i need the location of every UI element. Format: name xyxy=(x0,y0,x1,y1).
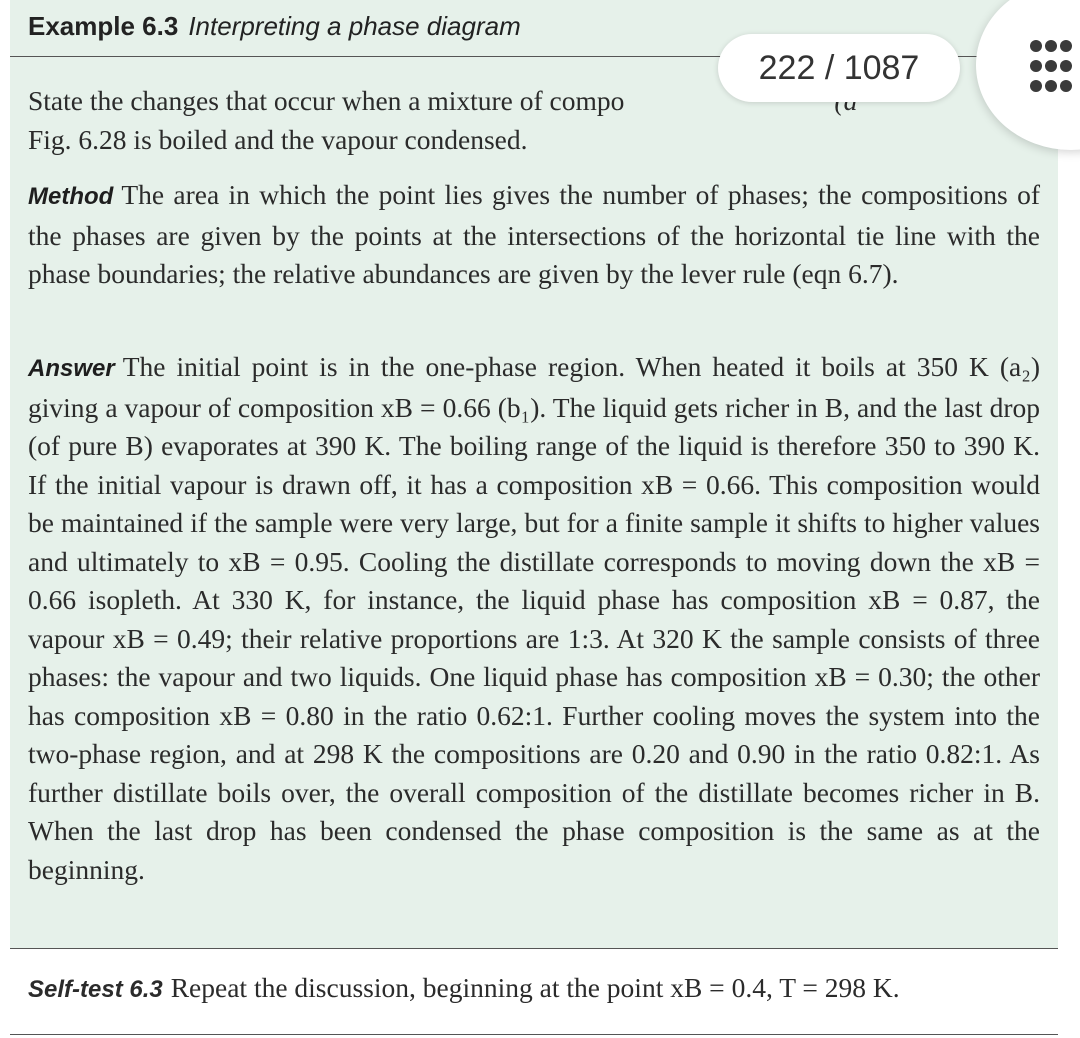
question-line1: State the changes that occur when a mixture of compo xyxy=(28,85,625,116)
answer-paragraph xyxy=(28,348,1040,889)
method-paragraph xyxy=(28,176,1040,294)
example-title: Interpreting a phase diagram xyxy=(188,11,521,41)
self-test-bottom-rule xyxy=(10,1034,1058,1035)
method-label: Method xyxy=(28,183,114,210)
self-test-text: Repeat the discussion, beginning at the point xB = 0.4, T = 298 K. xyxy=(170,972,900,1003)
question-line2: Fig. 6.28 is boiled and the vapour condensed. xyxy=(28,123,528,155)
example-heading xyxy=(28,8,521,44)
example-label: Example 6.3 xyxy=(28,11,179,41)
method-text: The area in which the point lies gives the number of phases; the compositions of the phases are given by the points at the intersections of the horizontal tie line with the phase boundaries; the relative abundances are given by the lever rule (eqn 6.7). xyxy=(28,179,1040,289)
answer-text: The initial point is in the one-phase region. When heated it boils at 350 K (a₂) giving a vapour of composition xB = 0.66 (b₁). The liquid gets richer in B, and the last drop (of pure B) evaporates at 390 K. The boiling range of the liquid is therefore 350 to 390 K. If the initial vapour is drawn off, it has a composition xB = 0.66. This composition would be maintained if the sample were very large, but for a finite sample it shifts to higher values and ultimately to xB = 0.95. Cooling the distillate corresponds to moving down the xB = 0.66 isopleth. At 330 K, for instance, the liquid phase has composition xB = 0.87, the vapour xB = 0.49; their relative proportions are 1:3. At 320 K the sample consists of three phases: the vapour and two liquids. One liquid phase has composition xB = 0.30; the other has composition xB = 0.80 in the ratio 0.62:1. Further cooling moves the system into the two-phase region, and at 298 K the compositions are 0.20 and 0.90 in the ratio 0.82:1. As further distillate boils over, the overall composition of the distillate becomes richer in B. When the last drop has been condensed the phase composition is the same as at the beginning. xyxy=(28,351,1040,885)
self-test xyxy=(28,968,1048,1010)
self-test-top-rule xyxy=(10,948,1058,949)
answer-label: Answer xyxy=(28,355,115,382)
dots-grid-icon[interactable] xyxy=(1030,40,1072,92)
self-test-label: Self-test 6.3 xyxy=(28,976,163,1003)
page-indicator: 222 / 1087 xyxy=(718,34,960,102)
